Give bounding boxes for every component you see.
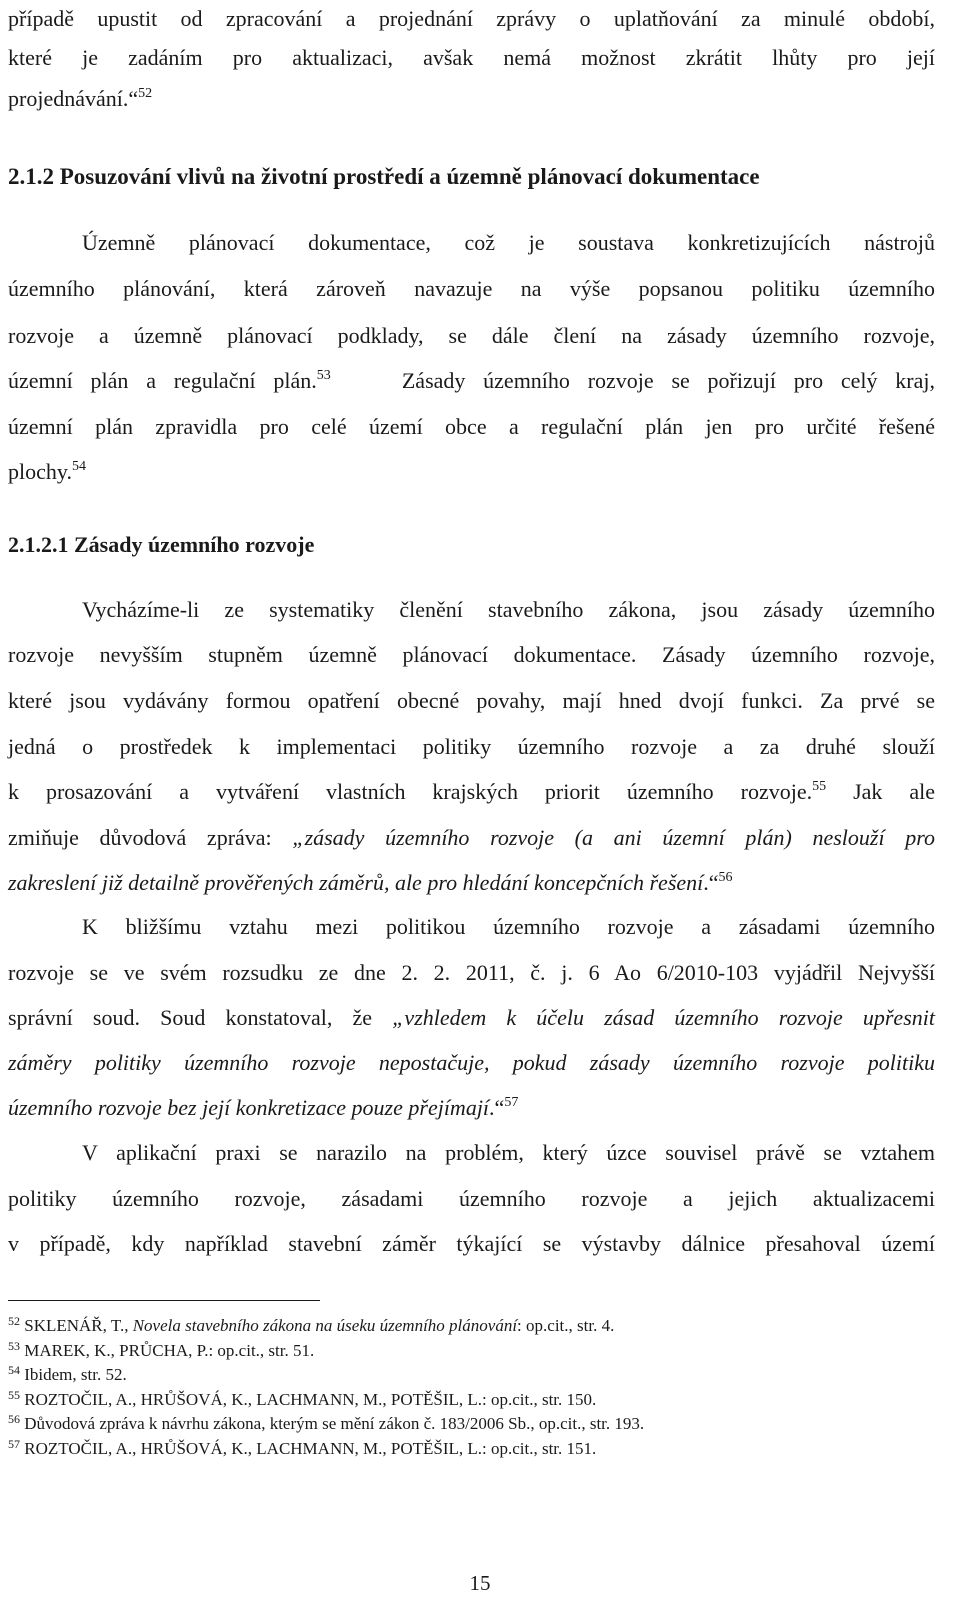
text-line: územní plán zpravidla pro celé území obce a regulační plán jen pro určité řešené [8,414,935,439]
text-line: zakreslení již detailně prověřených záměrů, ale pro hledání koncepčních řešení.“$^{56}$ [8,870,733,895]
footnote-number: 56 [8,1412,20,1426]
text-line: k prosazování a vytváření vlastních krajských priorit územního rozvoje.$^{55}$ Jak ale [8,779,936,804]
footnote: $^{55}$ ROZTOČIL, A., HRŮŠOVÁ, K., LACHMANN, M., POTĚŠIL, L.: op.cit., str. 150. [8,1388,597,1409]
footnote: $^{56}$ Důvodová zpráva k návrhu zákona, kterým se mění zákon č. 183/2006 Sb., op.cit., str. 193. [8,1412,645,1433]
footnote: $^{52}$ SKLENÁŘ, T., Novela stavebního zákona na úseku územního plánování: op.cit., str. 4. [8,1314,615,1335]
section-heading: 2.1.2 Posuzování vlivů na životní prostředí a územně plánovací dokumentace [8,164,760,189]
footnote-ref: 54 [71,459,86,474]
footnote-number: 53 [8,1339,20,1353]
footnote-ref: 57 [504,1095,519,1110]
text-line: které jsou vydávány formou opatření obecné povahy, mají hned dvojí funkci. Za prvé se [8,688,935,713]
footnote-number: 55 [8,1388,20,1402]
footnote-number: 54 [8,1363,20,1377]
footnote-number: 57 [8,1437,20,1451]
text-line: které je zadáním pro aktualizaci, avšak nemá možnost zkrátit lhůty pro její [8,45,935,70]
footnote: $^{57}$ ROZTOČIL, A., HRŮŠOVÁ, K., LACHMANN, M., POTĚŠIL, L.: op.cit., str. 151. [8,1437,597,1458]
text-line: politiky územního rozvoje, zásadami územního rozvoje a jejich aktualizacemi [8,1186,935,1211]
text-line: územního rozvoje bez její konkretizace pouze přejímají.“$^{57}$ [8,1095,519,1120]
footnote: $^{53}$ MAREK, K., PRŮCHA, P.: op.cit., str. 51. [8,1339,315,1360]
text-line: územní plán a regulační plán.$^{53}$ Zásady územního rozvoje se pořizují pro celý kraj, [8,368,935,393]
footnote-separator [8,1300,320,1301]
text-line: územního plánování, která zároveň navazuje na výše popsanou politiku územního [8,276,935,301]
footnote-ref: 55 [812,779,827,794]
text-line: rozvoje nevyšším stupněm územně plánovací dokumentace. Zásady územního rozvoje, [8,642,935,667]
text-line: V aplikační praxi se narazilo na problém, který úzce souvisel právě se vztahem [82,1140,935,1165]
footnote-ref: 52 [138,86,153,101]
footnote-ref: 56 [718,870,733,885]
footnote-ref: 53 [316,368,331,383]
footnote-number: 52 [8,1314,20,1328]
text-line: projednávání.“$^{52}$ [8,86,153,111]
text-line: správní soud. Soud konstatoval, že „vzhledem k účelu zásad územního rozvoje upřesnit [8,1005,935,1030]
text-line: Vycházíme-li ze systematiky členění stavebního zákona, jsou zásady územního [82,597,935,622]
text-line: Územně plánovací dokumentace, což je soustava konkretizujících nástrojů [82,230,935,255]
text-line: v případě, kdy například stavební záměr týkající se výstavby dálnice přesahoval území [8,1231,935,1256]
text-line: jedná o prostředek k implementaci politiky územního rozvoje a za druhé slouží [8,734,935,759]
footnote: $^{54}$ Ibidem, str. 52. [8,1363,127,1384]
text-line: záměry politiky územního rozvoje nepostačuje, pokud zásady územního rozvoje politiku [8,1050,935,1075]
text-line: zmiňuje důvodová zpráva: „zásady územního rozvoje (a ani územní plán) neslouží pro [8,825,935,850]
subsection-heading: 2.1.2.1 Zásady územního rozvoje [8,532,315,557]
page-number: 15 [469,1571,491,1595]
text-line: plochy.$^{54}$ [8,459,86,484]
text-line: rozvoje a územně plánovací podklady, se dále člení na zásady územního rozvoje, [8,323,935,348]
text-line: rozvoje se ve svém rozsudku ze dne 2. 2. 2011, č. j. 6 Ao 6/2010-103 vyjádřil Nejvyšší [8,960,935,985]
text-line: případě upustit od zpracování a projednání zprávy o uplatňování za minulé období, [8,6,935,31]
text-line: K bližšímu vztahu mezi politikou územního rozvoje a zásadami územního [82,914,935,939]
